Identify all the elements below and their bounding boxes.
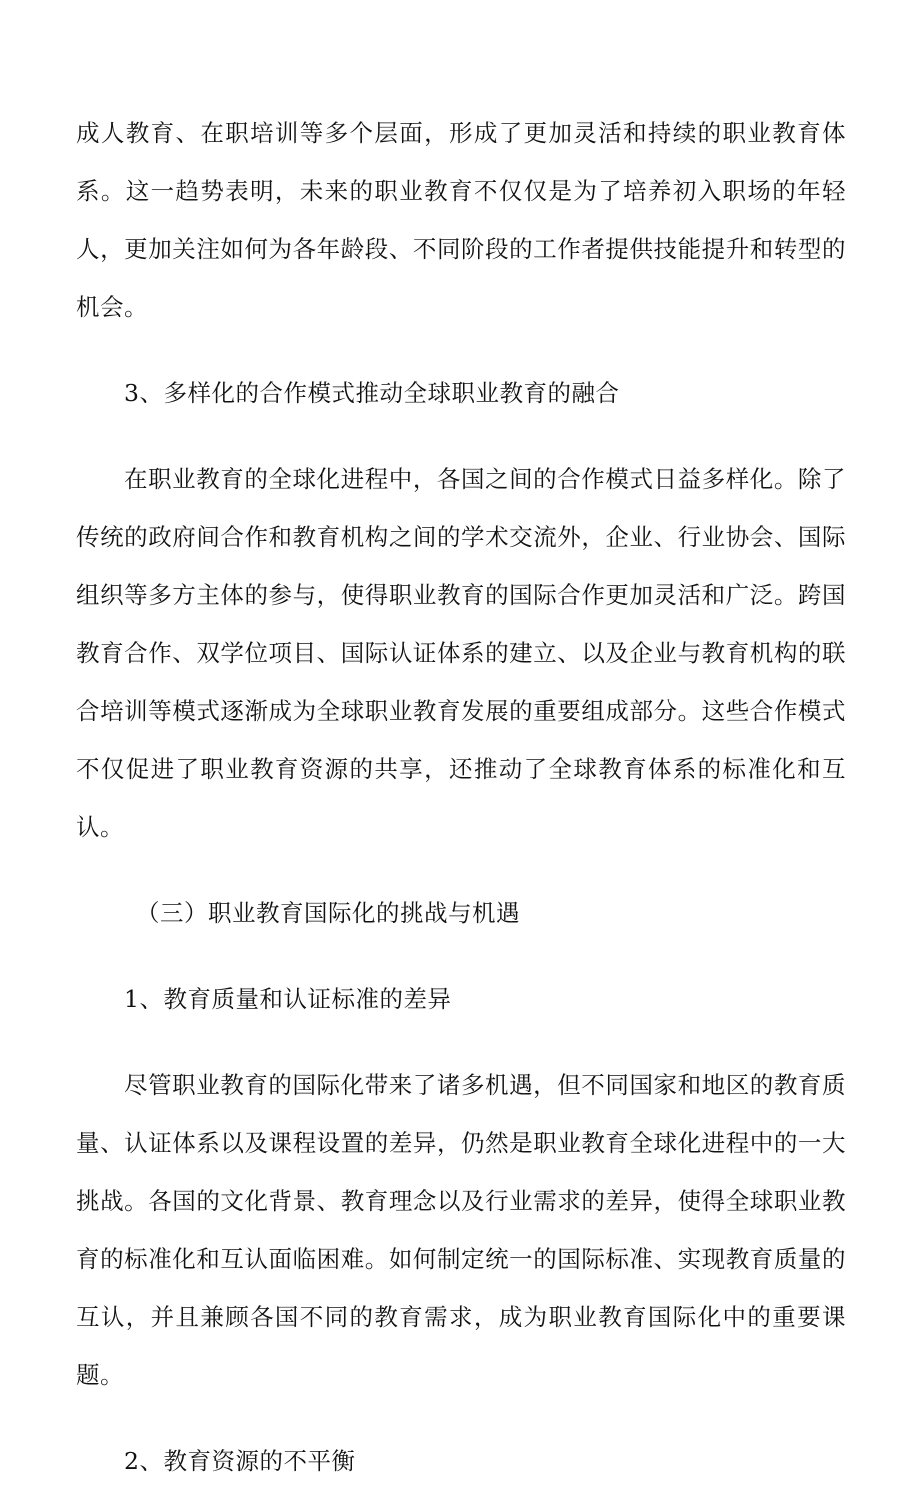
paragraph-continuation: 成人教育、在职培训等多个层面，形成了更加灵活和持续的职业教育体系。这一趋势表明，未来的职业教育不仅仅是为了培养初入职场的年轻人，更加关注如何为各年龄段、不同阶段的工作者提供技能提升和转型的机会。 [76,119,846,321]
section-heading-1: 1、教育质量和认证标准的差异 [124,985,452,1013]
paragraph-cooperation-models: 在职业教育的全球化进程中，各国之间的合作模式日益多样化。除了传统的政府间合作和教育机构之间的学术交流外，企业、行业协会、国际组织等多方主体的参与，使得职业教育的国际合作更加灵活和广泛。跨国教育合作、双学位项目、国际认证体系的建立、以及企业与教育机构的联合培训等模式逐渐成为全球职业教育发展的重要组成部分。这些合作模式不仅促进了职业教育资源的共享，还推动了全球教育体系的标准化和互认。 [76,465,846,841]
section-heading-3: 3、多样化的合作模式推动全球职业教育的融合 [124,379,620,407]
document-page [76,104,846,1490]
chapter-heading-3: （三）职业教育国际化的挑战与机遇 [136,899,520,927]
paragraph-quality-differences: 尽管职业教育的国际化带来了诸多机遇，但不同国家和地区的教育质量、认证体系以及课程设置的差异，仍然是职业教育全球化进程中的一大挑战。各国的文化背景、教育理念以及行业需求的差异，使得全球职业教育的标准化和互认面临困难。如何制定统一的国际标准、实现教育质量的互认，并且兼顾各国不同的教育需求，成为职业教育国际化中的重要课题。 [76,1071,846,1389]
section-heading-2: 2、教育资源的不平衡 [124,1447,356,1475]
